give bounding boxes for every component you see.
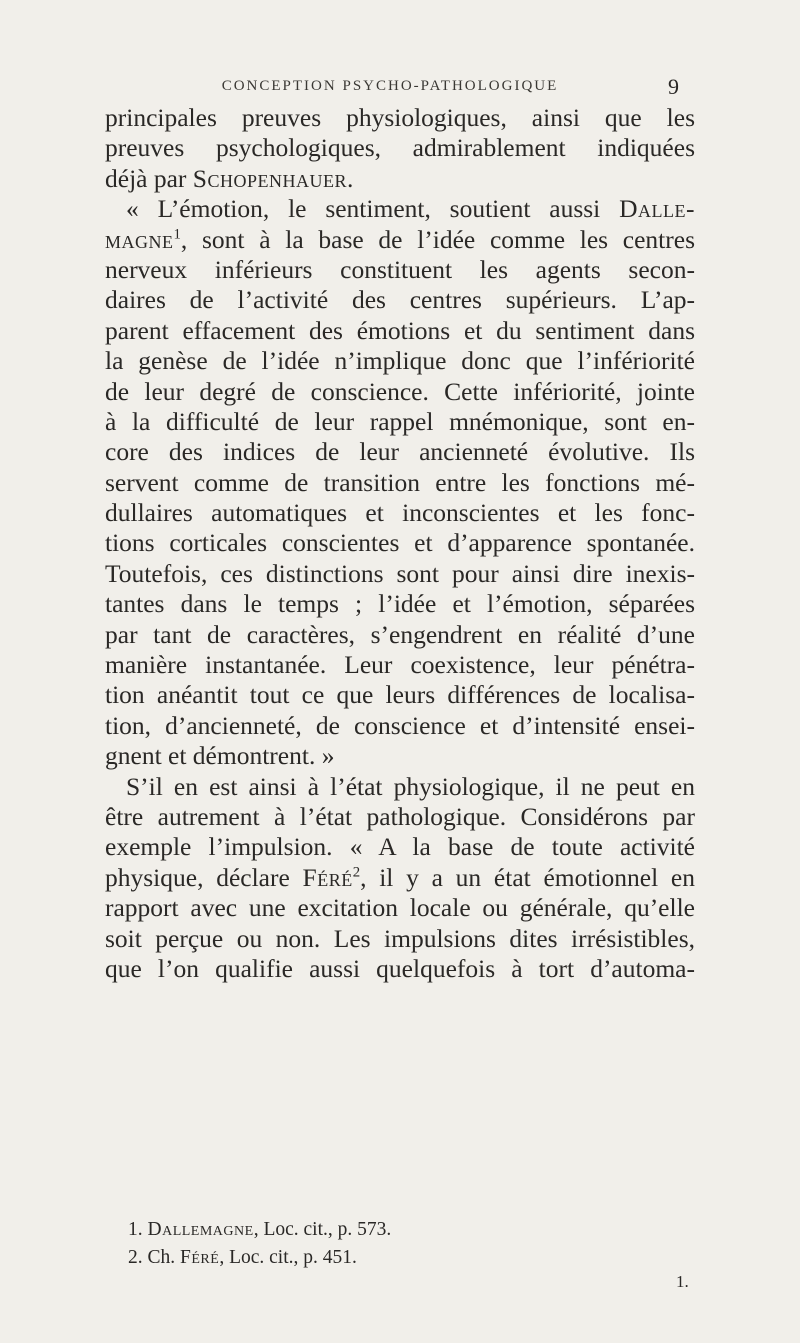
text-line: S’il en est ainsi à l’état physiologique, il ne peut en (126, 771, 695, 801)
text-span: Ch. (147, 1247, 181, 1268)
text-line: gnent et démontrent. » (105, 741, 335, 771)
footnote-number: 2. (128, 1247, 143, 1268)
text-line: core des indices de leur ancienneté évolutive. Ils (105, 437, 695, 467)
text-line: tion anéantit tout ce que leurs différences de localisa- (105, 680, 695, 710)
citation-text: , Loc. cit., p. 451. (219, 1247, 357, 1268)
author-name: Féré (180, 1247, 220, 1268)
text-line: par tant de caractères, s’engendrent en réalité d’une (105, 619, 695, 649)
text-span: , il y a un état émotionnel en (360, 862, 695, 892)
author-name: Schopenhauer. (192, 163, 354, 193)
footnote-2 (128, 1244, 688, 1272)
text-line: daires de l’activité des centres supérieurs. L’ap- (105, 285, 695, 315)
text-line (105, 863, 695, 893)
text-line (105, 164, 695, 194)
text-line: tions corticales conscientes et d’apparence spontanée. (105, 528, 695, 558)
text-line: servent comme de transition entre les fonctions mé- (105, 467, 695, 497)
text-line: Toutefois, ces distinctions sont pour ainsi dire inexis- (105, 558, 695, 588)
author-name: Dalle- (619, 194, 695, 224)
text-span: , sont à la base de l’idée comme les centres (180, 224, 695, 254)
text-line: que l’on qualifie aussi quelquefois à tort d’automa- (105, 953, 695, 983)
author-name: Féré (302, 862, 353, 892)
text-line: à la difficulté de leur rappel mnémonique, sont en- (105, 406, 695, 436)
signature-mark: 1. (676, 1272, 689, 1291)
footnote-1 (128, 1216, 688, 1244)
text-line: parent effacement des émotions et du sentiment dans (105, 315, 695, 345)
text-line: rapport avec une excitation locale ou générale, qu’elle (105, 893, 695, 923)
text-line (105, 225, 695, 255)
author-name: magne (105, 224, 174, 254)
text-line: preuves psychologiques, admirablement indiquées (105, 133, 695, 163)
text-line: dullaires automatiques et inconscientes et les fonc- (105, 498, 695, 528)
text-line: de leur degré de conscience. Cette infériorité, jointe (105, 376, 695, 406)
text-line: soit perçue ou non. Les impulsions dites irrésistibles, (105, 923, 695, 953)
footnote-ref[interactable]: 2 (352, 864, 361, 881)
body-text (105, 103, 695, 984)
text-span: « L’émotion, le sentiment, soutient aussi (126, 194, 620, 224)
text-line: exemple l’impulsion. « A la base de toute activité (105, 832, 695, 862)
text-line: nerveux inférieurs constituent les agents secon- (105, 254, 695, 284)
footnote-ref[interactable]: 1 (173, 226, 181, 243)
text-line: tantes dans le temps ; l’idée et l’émotion, séparées (105, 589, 695, 619)
citation-text: , Loc. cit., p. 573. (253, 1219, 392, 1240)
text-span: physique, déclare (105, 862, 303, 892)
footnotes (128, 1216, 688, 1272)
footnote-number: 1. (128, 1219, 143, 1240)
text-line: être autrement à l’état pathologique. Considérons par (105, 801, 695, 831)
running-head: CONCEPTION PSYCHO-PATHOLOGIQUE (221, 78, 559, 94)
page-number: 9 (668, 74, 679, 99)
author-name: Dallemagne (147, 1219, 254, 1240)
text-line: principales preuves physiologiques, ainsi que les (105, 103, 695, 132)
text-line (105, 194, 695, 224)
text-line: tion, d’ancienneté, de conscience et d’intensité ensei- (105, 710, 695, 740)
text-span: déjà par (105, 163, 193, 193)
text-line: manière instantanée. Leur coexistence, leur pénétra- (105, 650, 695, 680)
text-line: la genèse de l’idée n’implique donc que l’infériorité (105, 346, 695, 376)
